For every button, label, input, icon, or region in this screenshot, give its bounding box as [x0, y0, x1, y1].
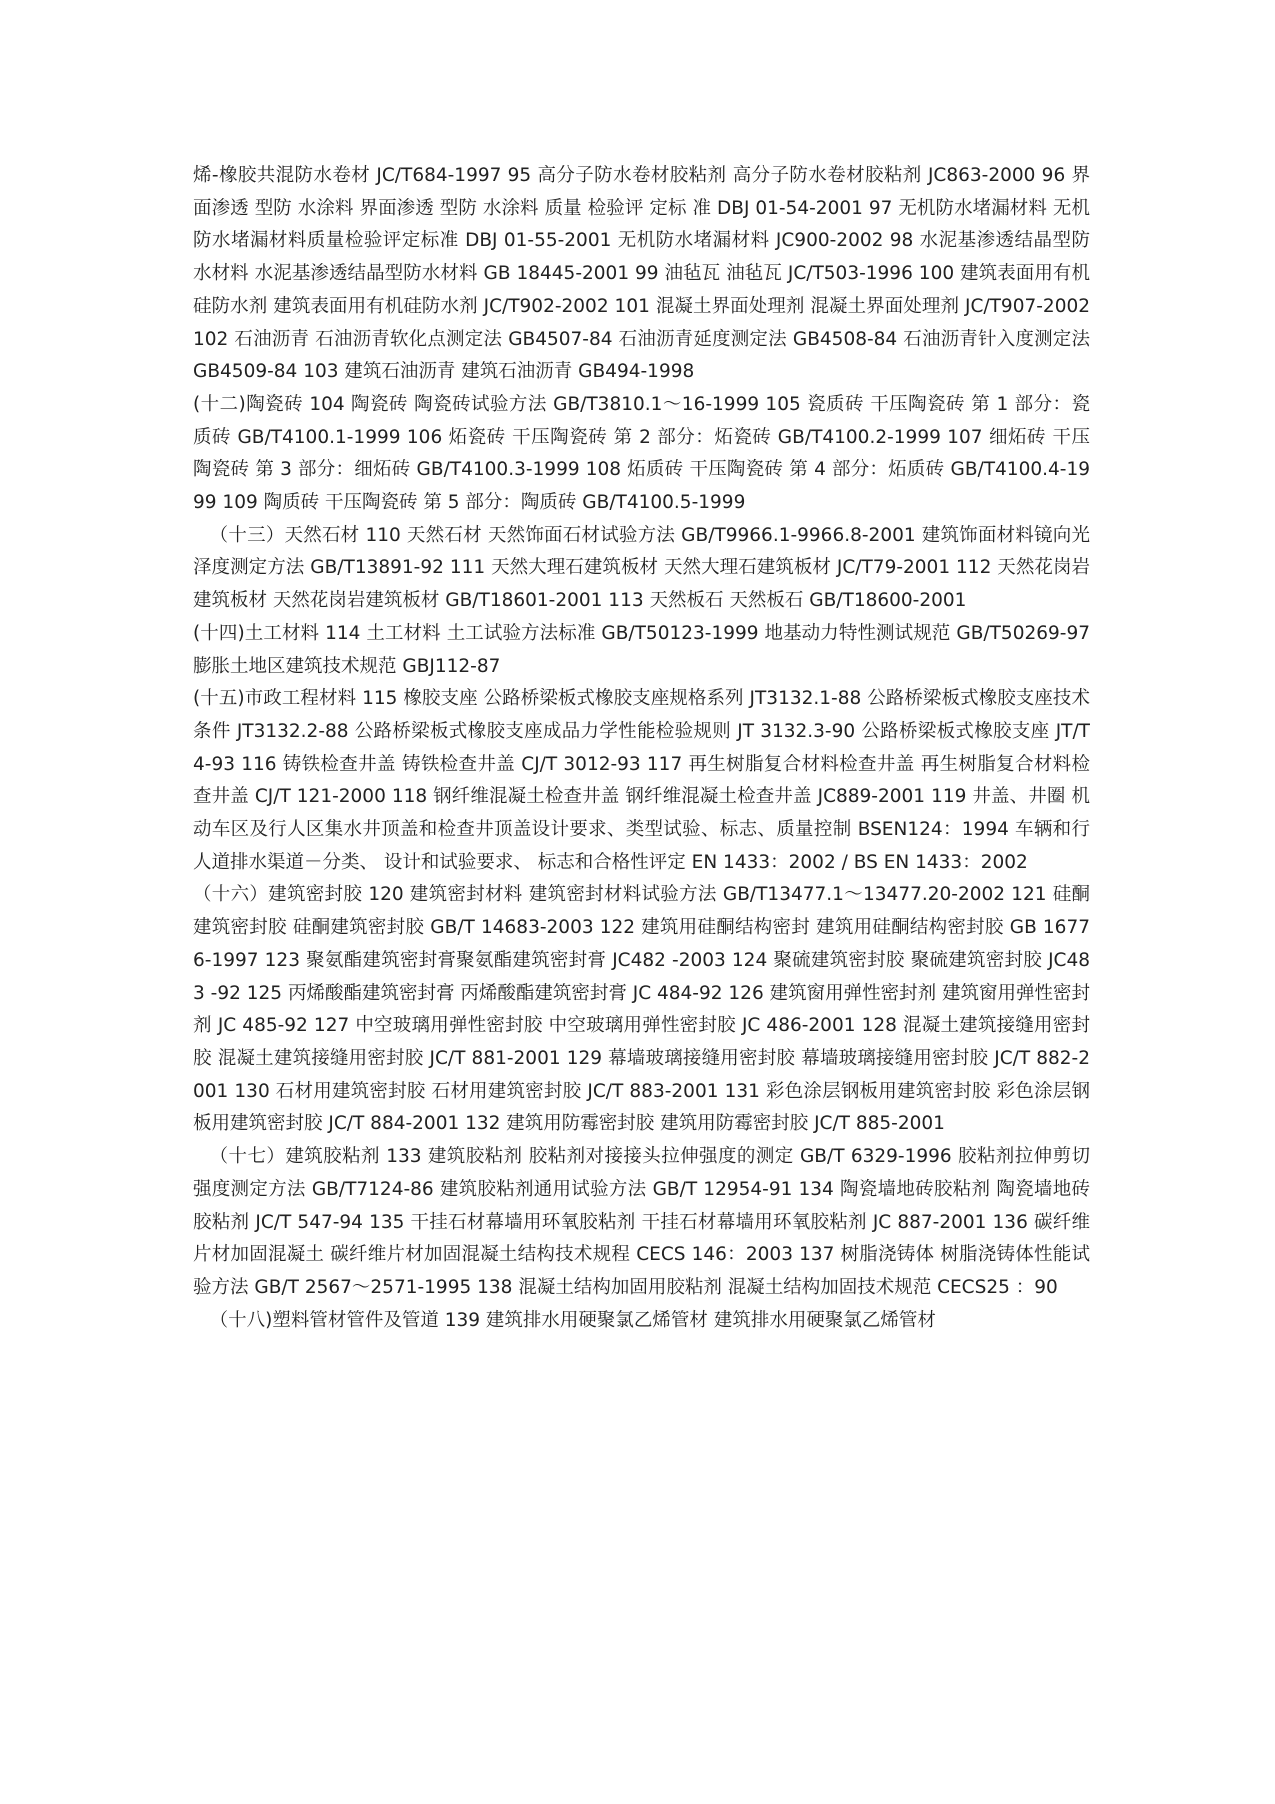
paragraph-waterproof-materials: 烯-橡胶共混防水卷材 JC/T684-1997 95 高分子防水卷材胶粘剂 高分子防水卷材胶粘剂 JC863-2000 96 界面渗透 型防 水涂料 界面渗透 型防 水涂料 质量 检验评 定标 准 DBJ 01-54-2001 97 无机防水堵漏材料 无机防水堵漏材料质量检验评定标准 DBJ 01-55-2001 无机防水堵漏材料 JC900-2002 98 水泥基渗透结晶型防水材料 水泥基渗透结晶型防水材料 GB 18445-2001 99 油毡瓦 油毡瓦 JC/T503-1996 100 建筑表面用有机硅防水剂 建筑表面用有机硅防水剂 JC/T902-2002 101 混凝土界面处理剂 混凝土界面处理剂 JC/T907-2002 102 石油沥青 石油沥青软化点测定法 GB4507-84 石油沥青延度测定法 GB4508-84 石油沥青针入度测定法 GB4509-84 103 建筑石油沥青 建筑石油沥青 GB494-1998 — [193, 165, 1090, 383]
paragraph-sealants: （十六）建筑密封胶 120 建筑密封材料 建筑密封材料试验方法 GB/T13477.1～13477.20-2002 121 硅酮建筑密封胶 硅酮建筑密封胶 GB/T 14683-2003 122 建筑用硅酮结构密封 建筑用硅酮结构密封胶 GB 16776-1997 123 聚氨酯建筑密封膏聚氨酯建筑密封膏 JC482 -2003 124 聚硫建筑密封胶 聚硫建筑密封胶 JC483 -92 125 丙烯酸酯建筑密封膏 丙烯酸酯建筑密封膏 JC 484-92 126 建筑窗用弹性密封剂 建筑窗用弹性密封剂 JC 485-92 127 中空玻璃用弹性密封胶 中空玻璃用弹性密封胶 JC 486-2001 128 混凝土建筑接缝用密封胶 混凝土建筑接缝用密封胶 JC/T 881-2001 129 幕墙玻璃接缝用密封胶 幕墙玻璃接缝用密封胶 JC/T 882-2001 130 石材用建筑密封胶 石材用建筑密封胶 JC/T 883-2001 131 彩色涂层钢板用建筑密封胶 彩色涂层钢板用建筑密封胶 JC/T 884-2001 132 建筑用防霉密封胶 建筑用防霉密封胶 JC/T 885-2001 — [193, 884, 1090, 1135]
paragraph-geotechnical-materials: (十四)土工材料 114 土工材料 土工试验方法标准 GB/T50123-1999 地基动力特性测试规范 GB/T50269-97 膨胀土地区建筑技术规范 GBJ112-87 — [193, 622, 1090, 677]
paragraph-plastic-pipes: （十八)塑料管材管件及管道 139 建筑排水用硬聚氯乙烯管材 建筑排水用硬聚氯乙烯管材 — [209, 1309, 936, 1331]
document-body — [193, 160, 1090, 1337]
paragraph-ceramic-tiles: (十二)陶瓷砖 104 陶瓷砖 陶瓷砖试验方法 GB/T3810.1～16-1999 105 瓷质砖 干压陶瓷砖 第 1 部分：瓷质砖 GB/T4100.1-1999 106 炻瓷砖 干压陶瓷砖 第 2 部分：炻瓷砖 GB/T4100.2-1999 107 细炻砖 干压陶瓷砖 第 3 部分：细炻砖 GB/T4100.3-1999 108 炻质砖 干压陶瓷砖 第 4 部分：炻质砖 GB/T4100.4-1999 109 陶质砖 干压陶瓷砖 第 5 部分：陶质砖 GB/T4100.5-1999 — [193, 393, 1090, 514]
paragraph-municipal-materials: (十五)市政工程材料 115 橡胶支座 公路桥梁板式橡胶支座规格系列 JT3132.1-88 公路桥梁板式橡胶支座技术条件 JT3132.2-88 公路桥梁板式橡胶支座成品力学性能检验规则 JT 3132.3-90 公路桥梁板式橡胶支座 JT/T 4-93 116 铸铁检查井盖 铸铁检查井盖 CJ/T 3012-93 117 再生树脂复合材料检查井盖 再生树脂复合材料检查井盖 CJ/T 121-2000 118 钢纤维混凝土检查井盖 钢纤维混凝土检查井盖 JC889-2001 119 井盖、井圈 机动车区及行人区集水井顶盖和检查井顶盖设计要求、类型试验、标志、质量控制 BSEN124：1994 车辆和行人道排水渠道－分类、 设计和试验要求、 标志和合格性评定 EN 1433：2002 / BS EN 1433：2002 — [193, 688, 1090, 873]
paragraph-natural-stone: （十三）天然石材 110 天然石材 天然饰面石材试验方法 GB/T9966.1-9966.8-2001 建筑饰面材料镜向光泽度测定方法 GB/T13891-92 111 天然大理石建筑板材 天然大理石建筑板材 JC/T79-2001 112 天然花岗岩建筑板材 天然花岗岩建筑板材 GB/T18601-2001 113 天然板石 天然板石 GB/T18600-2001 — [193, 524, 1090, 612]
paragraph-adhesives: （十七）建筑胶粘剂 133 建筑胶粘剂 胶粘剂对接接头拉伸强度的测定 GB/T 6329-1996 胶粘剂拉伸剪切强度测定方法 GB/T7124-86 建筑胶粘剂通用试验方法 GB/T 12954-91 134 陶瓷墙地砖胶粘剂 陶瓷墙地砖胶粘剂 JC/T 547-94 135 干挂石材幕墙用环氧胶粘剂 干挂石材幕墙用环氧胶粘剂 JC 887-2001 136 碳纤维片材加固混凝土 碳纤维片材加固混凝土结构技术规程 CECS 146：2003 137 树脂浇铸体 树脂浇铸体性能试验方法 GB/T 2567～2571-1995 138 混凝土结构加固用胶粘剂 混凝土结构加固技术规范 CECS25 ：90 — [193, 1146, 1090, 1298]
